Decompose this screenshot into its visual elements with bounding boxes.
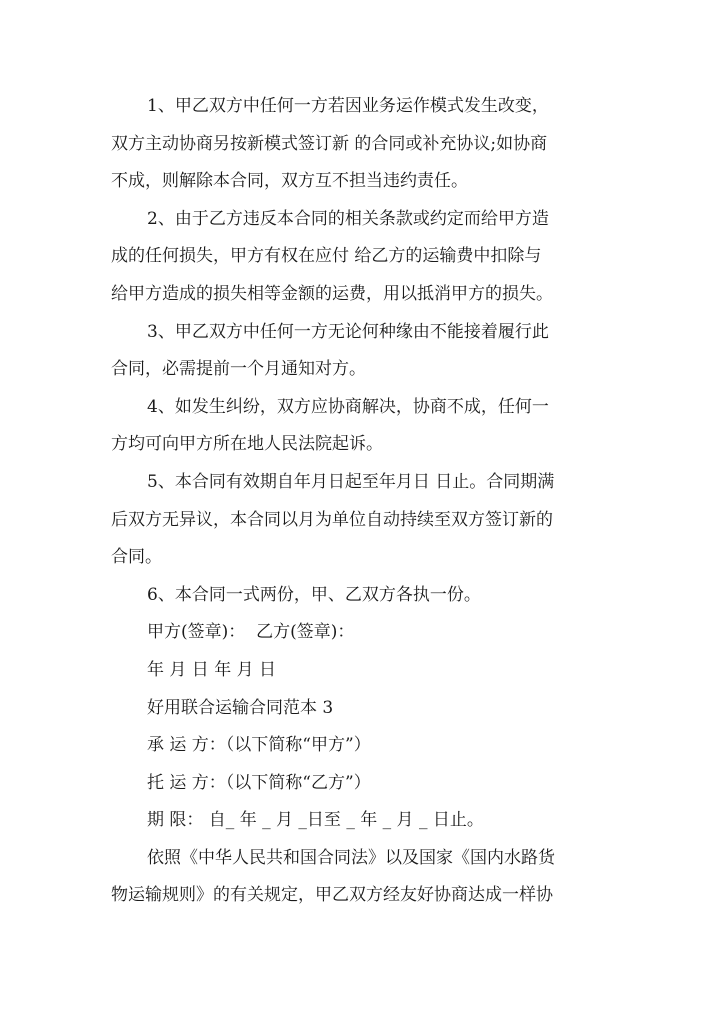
text-line: 成的任何损失，甲方有权在应付 给乙方的运输费中扣除与	[111, 246, 542, 267]
text-line: 1、甲乙双方中任何一方若因业务运作模式发生改变，	[147, 96, 549, 116]
text-line: 6、本合同一式两份，甲、乙双方各执一份。	[147, 584, 481, 605]
text-line: 合同。	[111, 547, 162, 568]
text-line: 5、本合同有效期自年月日起至年月日 日止。合同期满	[147, 471, 555, 492]
carrier-line: 承 运 方：（以下简称“甲方”）	[147, 735, 371, 756]
text-line: 方均可向甲方所在地人民法院起诉。	[111, 434, 383, 455]
text-line: 物运输规则》的有关规定，甲乙双方经友好协商达成一样协	[111, 885, 553, 906]
text-line: 3、甲乙双方中任何一方无论何种缘由不能接着履行此	[147, 321, 549, 342]
text-line: 合同，必需提前一个月通知对方。	[111, 359, 366, 380]
text-line: 2、由于乙方违反本合同的相关条款或约定而给甲方造	[147, 208, 549, 229]
text-line: 依照《中华人民共和国合同法》以及国家《国内水路货	[147, 847, 555, 868]
document-page	[111, 88, 611, 915]
text-line: 给甲方造成的损失相等金额的运费，用以抵消甲方的损失。	[111, 283, 553, 304]
date-line: 年 月 日 年 月 日	[147, 659, 277, 680]
shipper-line: 托 运 方：（以下简称“乙方”）	[147, 772, 371, 793]
text-line: 双方主动协商另按新模式签订新 的合同或补充协议;如协商	[111, 133, 548, 154]
text-line: 后双方无异议，本合同以月为单位自动持续至双方签订新的	[111, 509, 553, 530]
text-line: 不成，则解除本合同，双方互不担当违约责任。	[111, 171, 468, 192]
section-heading: 好用联合运输合同范本 3	[147, 697, 334, 718]
signature-line: 甲方(签章)： 乙方(签章)：	[147, 622, 355, 643]
term-line: 期 限： 自_ 年 _ 月 _日至 _ 年 _ 月 _ 日止。	[147, 810, 484, 831]
text-line: 4、如发生纠纷，双方应协商解决，协商不成，任何一	[147, 396, 549, 417]
